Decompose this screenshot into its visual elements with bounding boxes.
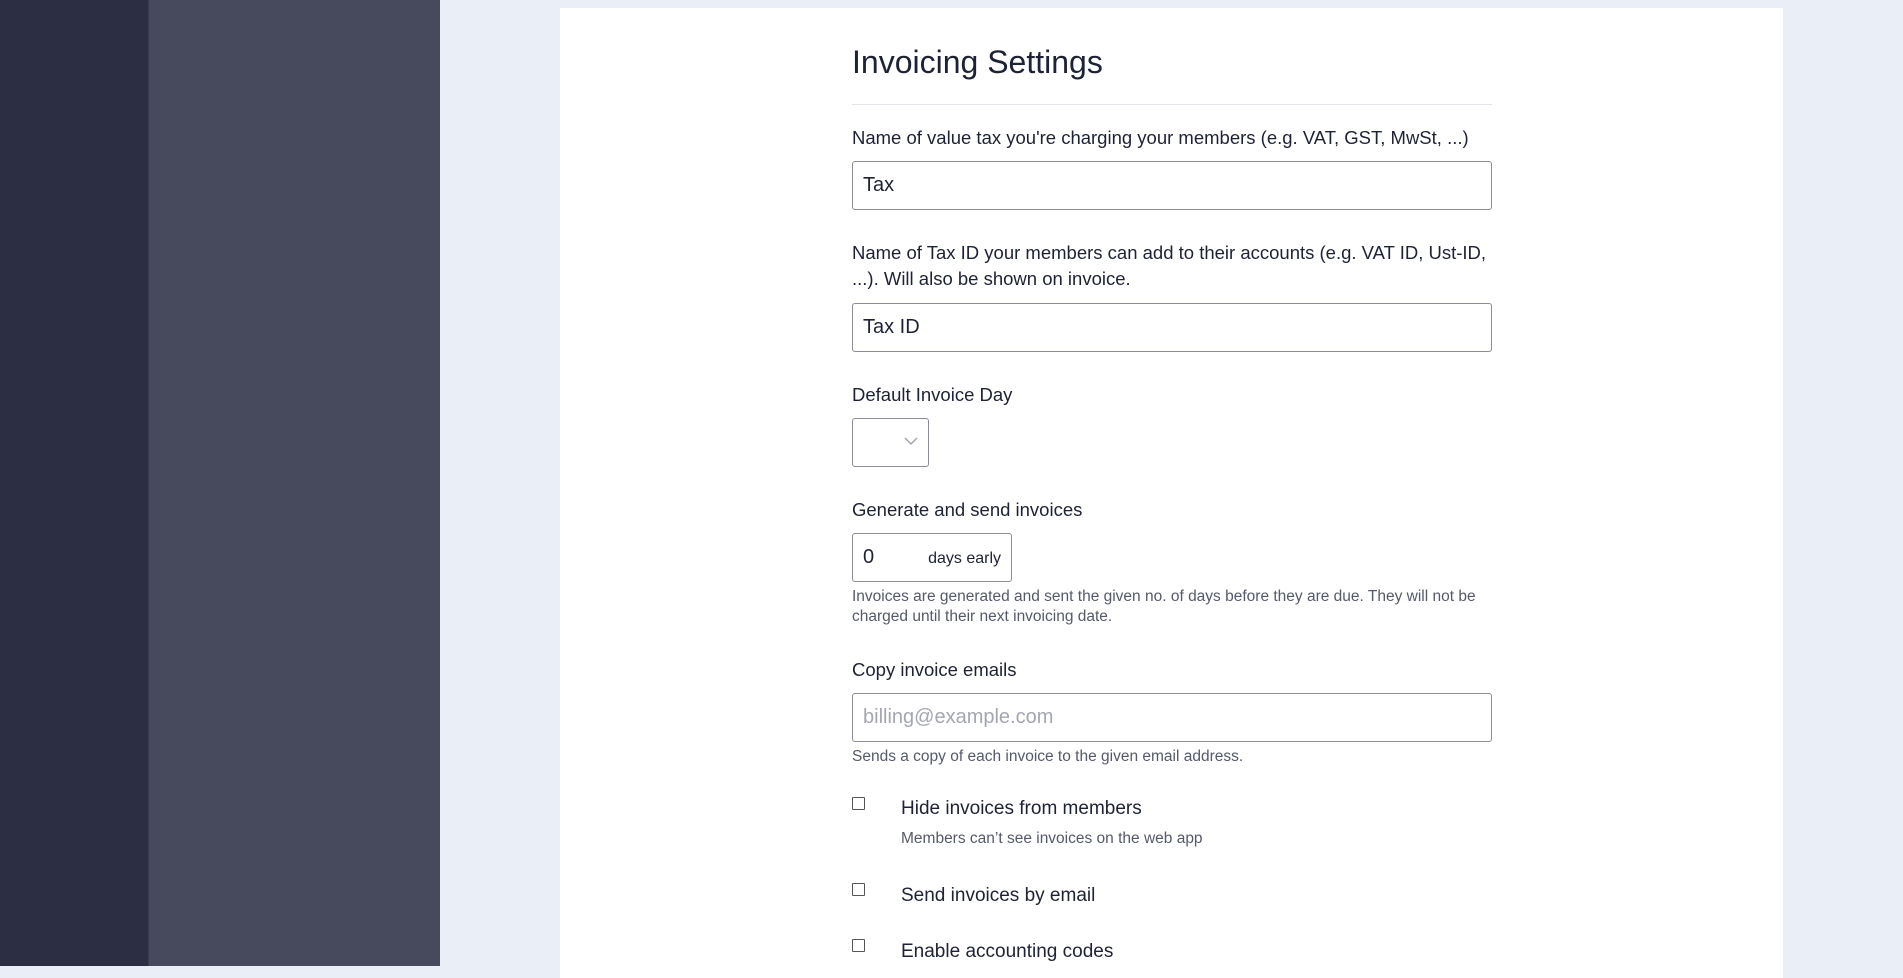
- copy-emails-input[interactable]: billing@example.com: [852, 693, 1492, 742]
- generate-help: [852, 587, 1492, 627]
- main-sidebar: [0, 0, 148, 966]
- days-early-input[interactable]: [852, 533, 1012, 582]
- hide-invoices-label: Hide invoices from members: [901, 798, 1142, 819]
- divider: [852, 104, 1492, 105]
- invoice-day-label: Default Invoice Day: [852, 384, 1013, 405]
- secondary-sidebar: [148, 0, 440, 966]
- generate-help-line2: charged until their next invoicing date.: [852, 608, 1113, 625]
- tax-name-input[interactable]: Tax: [852, 161, 1492, 210]
- generate-help-line1: Invoices are generated and sent the given no. of days before they are due. They will not be: [852, 588, 1476, 605]
- copy-emails-help: Sends a copy of each invoice to the given email address.: [852, 748, 1244, 765]
- accounting-codes-label: Enable accounting codes: [901, 941, 1114, 962]
- generate-label: Generate and send invoices: [852, 499, 1083, 520]
- tax-name-label: Name of value tax you're charging your members (e.g. VAT, GST, MwSt, ...): [852, 127, 1469, 148]
- invoice-day-select[interactable]: [852, 418, 929, 467]
- page-title: Invoicing Settings: [852, 44, 1103, 80]
- chevron-down-icon: [904, 437, 918, 446]
- copy-emails-label: Copy invoice emails: [852, 659, 1017, 680]
- tax-id-input[interactable]: Tax ID: [852, 303, 1492, 352]
- hide-invoices-checkbox[interactable]: [852, 797, 865, 810]
- days-early-value: 0: [863, 546, 875, 568]
- hide-invoices-sub: Members can’t see invoices on the web app: [901, 830, 1203, 847]
- send-by-email-label: Send invoices by email: [901, 885, 1096, 906]
- send-by-email-checkbox[interactable]: [852, 883, 865, 896]
- tax-id-label-line1: Name of Tax ID your members can add to their accounts (e.g. VAT ID, Ust-ID,: [852, 242, 1487, 263]
- tax-id-label: [852, 240, 1492, 292]
- accounting-codes-checkbox[interactable]: [852, 939, 865, 952]
- days-early-suffix: days early: [928, 550, 1001, 567]
- tax-id-label-line2: ...). Will also be shown on invoice.: [852, 268, 1131, 289]
